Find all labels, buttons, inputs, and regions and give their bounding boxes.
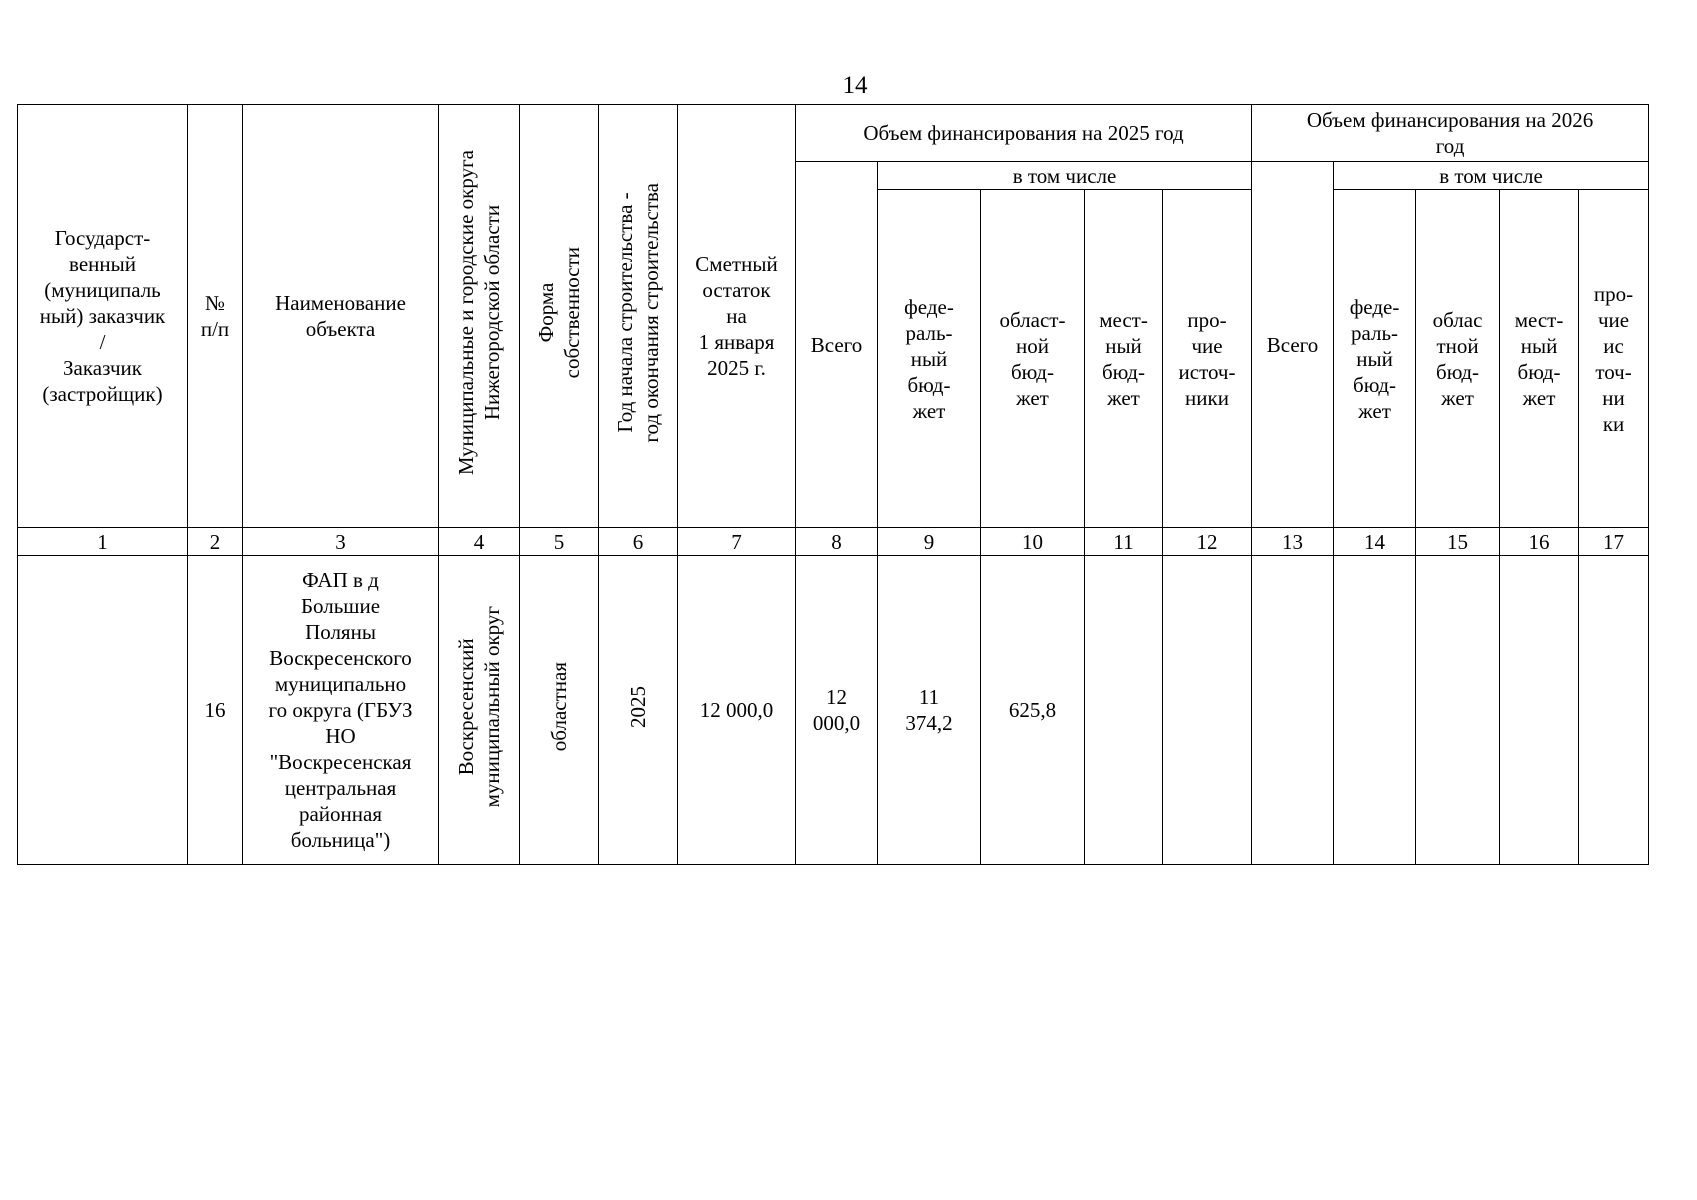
cell-regional-2026 (1416, 556, 1500, 865)
financing-table (17, 104, 1649, 865)
header-object-name: Наименование объекта (243, 105, 439, 528)
header-total-2026: Всего (1252, 162, 1334, 528)
header-regional-2025: област- ной бюд- жет (981, 190, 1085, 528)
column-number: 10 (981, 528, 1085, 556)
header-local-2026: мест- ный бюд- жет (1500, 190, 1579, 528)
header-fin-2026: Объем финансирования на 2026 год (1252, 105, 1649, 162)
column-number: 1 (18, 528, 188, 556)
cell-other-2025 (1163, 556, 1252, 865)
header-municipality: Муниципальные и городские округа Нижегородской области (439, 105, 520, 528)
header-including-2025: в том числе (878, 162, 1252, 190)
column-number: 6 (599, 528, 678, 556)
header-fin-2025: Объем финансирования на 2025 год (796, 105, 1252, 162)
cell-total-2026 (1252, 556, 1334, 865)
column-number: 5 (520, 528, 599, 556)
column-number: 2 (188, 528, 243, 556)
table-row (18, 556, 1649, 865)
column-number: 14 (1334, 528, 1416, 556)
column-number: 7 (678, 528, 796, 556)
cell-federal-2026 (1334, 556, 1416, 865)
column-number: 3 (243, 528, 439, 556)
header-estimate: Сметный остаток на 1 января 2025 г. (678, 105, 796, 528)
cell-local-2025 (1085, 556, 1163, 865)
header-federal-2026: феде- раль- ный бюд- жет (1334, 190, 1416, 528)
cell-regional-2025: 625,8 (981, 556, 1085, 865)
cell-estimate: 12 000,0 (678, 556, 796, 865)
column-number: 11 (1085, 528, 1163, 556)
header-regional-2026: облас тной бюд- жет (1416, 190, 1500, 528)
header-years: Год начала строительства - год окончания строительства (599, 105, 678, 528)
cell-num: 16 (188, 556, 243, 865)
header-num: № п/п (188, 105, 243, 528)
column-number: 15 (1416, 528, 1500, 556)
column-numbers-row (18, 528, 1649, 556)
header-including-2026: в том числе (1334, 162, 1649, 190)
header-other-2026: про- чие ис точ- ни ки (1579, 190, 1649, 528)
cell-total-2025: 12 000,0 (796, 556, 878, 865)
header-local-2025: мест- ный бюд- жет (1085, 190, 1163, 528)
header-customer: Государст- венный (муниципаль ный) заказчик / Заказчик (застройщик) (18, 105, 188, 528)
column-number: 4 (439, 528, 520, 556)
page-number: 14 (842, 72, 868, 99)
column-number: 13 (1252, 528, 1334, 556)
cell-object-name: ФАП в д Большие Поляны Воскресенского муниципально го округа (ГБУЗ НО "Воскресенская центральная районная больница") (243, 556, 439, 865)
column-number: 8 (796, 528, 878, 556)
cell-local-2026 (1500, 556, 1579, 865)
cell-years: 2025 (599, 556, 678, 865)
cell-ownership: областная (520, 556, 599, 865)
column-number: 9 (878, 528, 981, 556)
cell-other-2026 (1579, 556, 1649, 865)
cell-customer (18, 556, 188, 865)
column-number: 12 (1163, 528, 1252, 556)
header-total-2025: Всего (796, 162, 878, 528)
column-number: 17 (1579, 528, 1649, 556)
header-ownership: Форма собственности (520, 105, 599, 528)
header-other-2025: про- чие источ- ники (1163, 190, 1252, 528)
header-federal-2025: феде- раль- ный бюд- жет (878, 190, 981, 528)
cell-municipality: Воскресенский муниципальный округ (439, 556, 520, 865)
column-number: 16 (1500, 528, 1579, 556)
cell-federal-2025: 11 374,2 (878, 556, 981, 865)
